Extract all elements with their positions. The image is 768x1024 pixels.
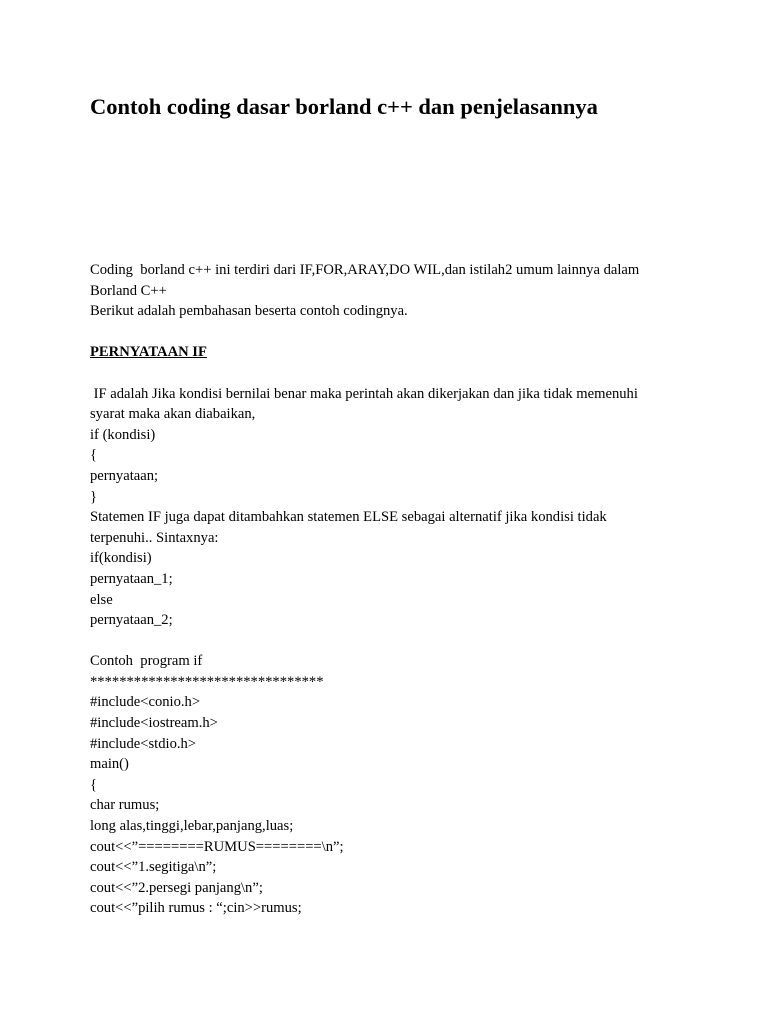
text-line: terpenuhi.. Sintaxnya: — [90, 529, 219, 546]
document-title: Contoh coding dasar borland c++ dan penjelasannya — [90, 94, 598, 119]
text-line: pernyataan_1; — [90, 570, 173, 587]
text-line: { — [90, 447, 98, 464]
text-line: Coding borland c++ ini terdiri dari IF,FOR,ARAY,DO WIL,dan istilah2 umum lainnya dalam — [90, 262, 640, 278]
text-line: pernyataan_2; — [90, 612, 173, 629]
blank-line — [90, 363, 690, 384]
text-line: cout<<”2.persegi panjang\n”; — [90, 879, 263, 896]
text-line: Berikut adalah pembahasan beserta contoh codingnya. — [90, 303, 408, 320]
text-line: cout<<”========RUMUS========\n”; — [90, 838, 344, 855]
text-line: main() — [90, 756, 129, 773]
text-line: if (kondisi) — [90, 426, 156, 443]
text-line: syarat maka akan diabaikan, — [90, 406, 256, 423]
text-line: cout<<”1.segitiga\n”; — [90, 859, 217, 876]
text-line: Statemen IF juga dapat ditambahkan statemen ELSE sebagai alternatif jika kondisi tidak — [90, 509, 607, 526]
document-body — [90, 260, 690, 919]
text-line: { — [90, 776, 98, 793]
blank-line — [90, 322, 690, 343]
text-line: ******************************** — [90, 673, 324, 690]
section-heading: PERNYATAAN IF — [90, 344, 207, 361]
text-line: cout<<”pilih rumus : “;cin>>rumus; — [90, 900, 302, 917]
text-line: Contoh program if — [90, 653, 203, 670]
text-line: #include<iostream.h> — [90, 715, 218, 732]
text-line: } — [90, 488, 98, 505]
text-line: if(kondisi) — [90, 550, 152, 567]
text-line: long alas,tinggi,lebar,panjang,luas; — [90, 818, 294, 835]
blank-line — [90, 631, 690, 652]
text-line: pernyataan; — [90, 467, 159, 484]
text-line: #include<stdio.h> — [90, 735, 197, 752]
text-line: #include<conio.h> — [90, 694, 201, 711]
text-line: IF adalah Jika kondisi bernilai benar maka perintah akan dikerjakan dan jika tidak memenuhi — [90, 385, 638, 402]
text-line: else — [90, 591, 113, 608]
text-line: Borland C++ — [90, 282, 167, 299]
text-line: char rumus; — [90, 797, 160, 814]
